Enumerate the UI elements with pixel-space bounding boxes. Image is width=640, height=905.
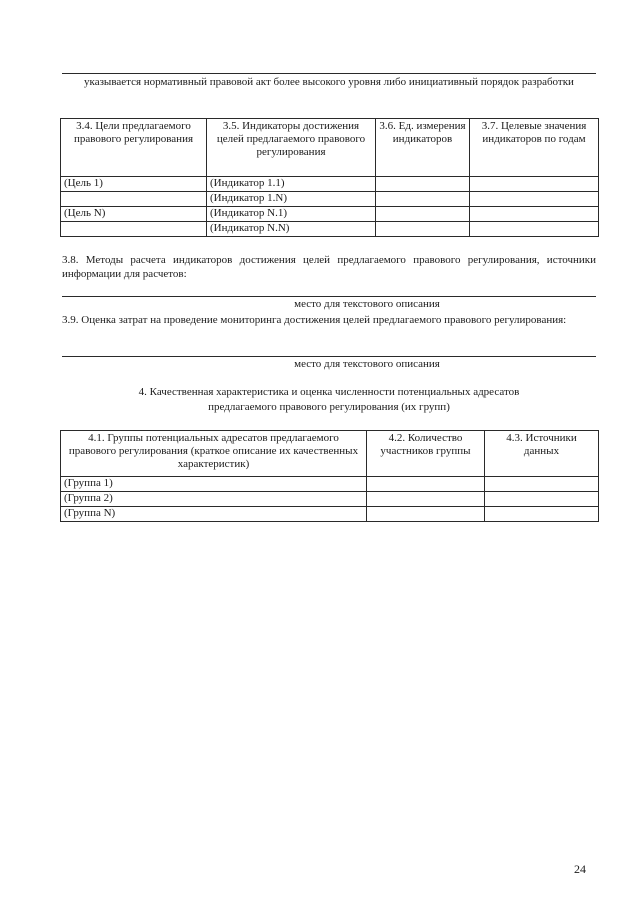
table-cell xyxy=(376,207,470,222)
goals-table-header-row xyxy=(61,119,599,177)
table-cell: (Группа 1) xyxy=(61,477,367,492)
groups-header-4-1: 4.1. Группы потенциальных адресатов предлагаемого правового регулирования (краткое описание их качественных характеристик) xyxy=(61,431,367,477)
table-cell xyxy=(470,222,599,237)
groups-table-header-row xyxy=(61,431,599,477)
table-cell xyxy=(470,207,599,222)
table-row xyxy=(61,492,599,507)
goals-header-3-5: 3.5. Индикаторы достижения целей предлагаемого правового регулирования xyxy=(207,119,376,177)
table-row xyxy=(61,177,599,192)
table-cell xyxy=(367,492,485,507)
table-row xyxy=(61,207,599,222)
section-4-title-line-2: предлагаемого правового регулирования (их групп) xyxy=(208,401,450,413)
table-cell xyxy=(61,192,207,207)
goals-header-3-6: 3.6. Ед. измерения индикаторов xyxy=(376,119,470,177)
table-cell xyxy=(470,192,599,207)
goals-table xyxy=(60,118,599,237)
text-input-line-1 xyxy=(62,296,596,297)
table-cell: (Группа 2) xyxy=(61,492,367,507)
table-cell: (Цель 1) xyxy=(61,177,207,192)
table-row xyxy=(61,222,599,237)
table-cell: (Индикатор 1.1) xyxy=(207,177,376,192)
table-cell xyxy=(485,507,599,522)
top-rule xyxy=(62,73,596,74)
goals-header-3-4: 3.4. Цели предлагаемого правового регулирования xyxy=(61,119,207,177)
table-cell xyxy=(485,492,599,507)
table-cell: (Индикатор N.N) xyxy=(207,222,376,237)
table-cell: (Группа N) xyxy=(61,507,367,522)
table-cell xyxy=(367,507,485,522)
goals-header-3-7: 3.7. Целевые значения индикаторов по годам xyxy=(470,119,599,177)
text-input-line-2 xyxy=(62,356,596,357)
page-number: 24 xyxy=(574,862,586,876)
groups-table xyxy=(60,430,599,522)
table-cell: (Индикатор N.1) xyxy=(207,207,376,222)
header-note: указывается нормативный правовой акт более высокого уровня либо инициативный порядок разработки xyxy=(84,76,574,88)
table-cell: (Индикатор 1.N) xyxy=(207,192,376,207)
table-cell: (Цель N) xyxy=(61,207,207,222)
table-cell xyxy=(367,477,485,492)
placeholder-1: место для текстового описания xyxy=(294,298,440,310)
table-row xyxy=(61,507,599,522)
table-cell xyxy=(376,192,470,207)
section-4-title-line-1: 4. Качественная характеристика и оценка численности потенциальных адресатов xyxy=(138,386,520,398)
placeholder-2: место для текстового описания xyxy=(294,358,440,370)
table-cell xyxy=(485,477,599,492)
table-cell xyxy=(61,222,207,237)
table-row xyxy=(61,477,599,492)
table-cell xyxy=(376,222,470,237)
groups-header-4-2: 4.2. Количество участников группы xyxy=(367,431,485,477)
groups-header-4-3: 4.3. Источники данных xyxy=(485,431,599,477)
section-3-8-text: 3.8. Методы расчета индикаторов достижения целей предлагаемого правового регулирования, источники информации для расчетов: xyxy=(62,254,596,280)
table-cell xyxy=(376,177,470,192)
section-3-9-text: 3.9. Оценка затрат на проведение мониторинга достижения целей предлагаемого правового регулирования: xyxy=(62,314,567,326)
table-cell xyxy=(470,177,599,192)
table-row xyxy=(61,192,599,207)
